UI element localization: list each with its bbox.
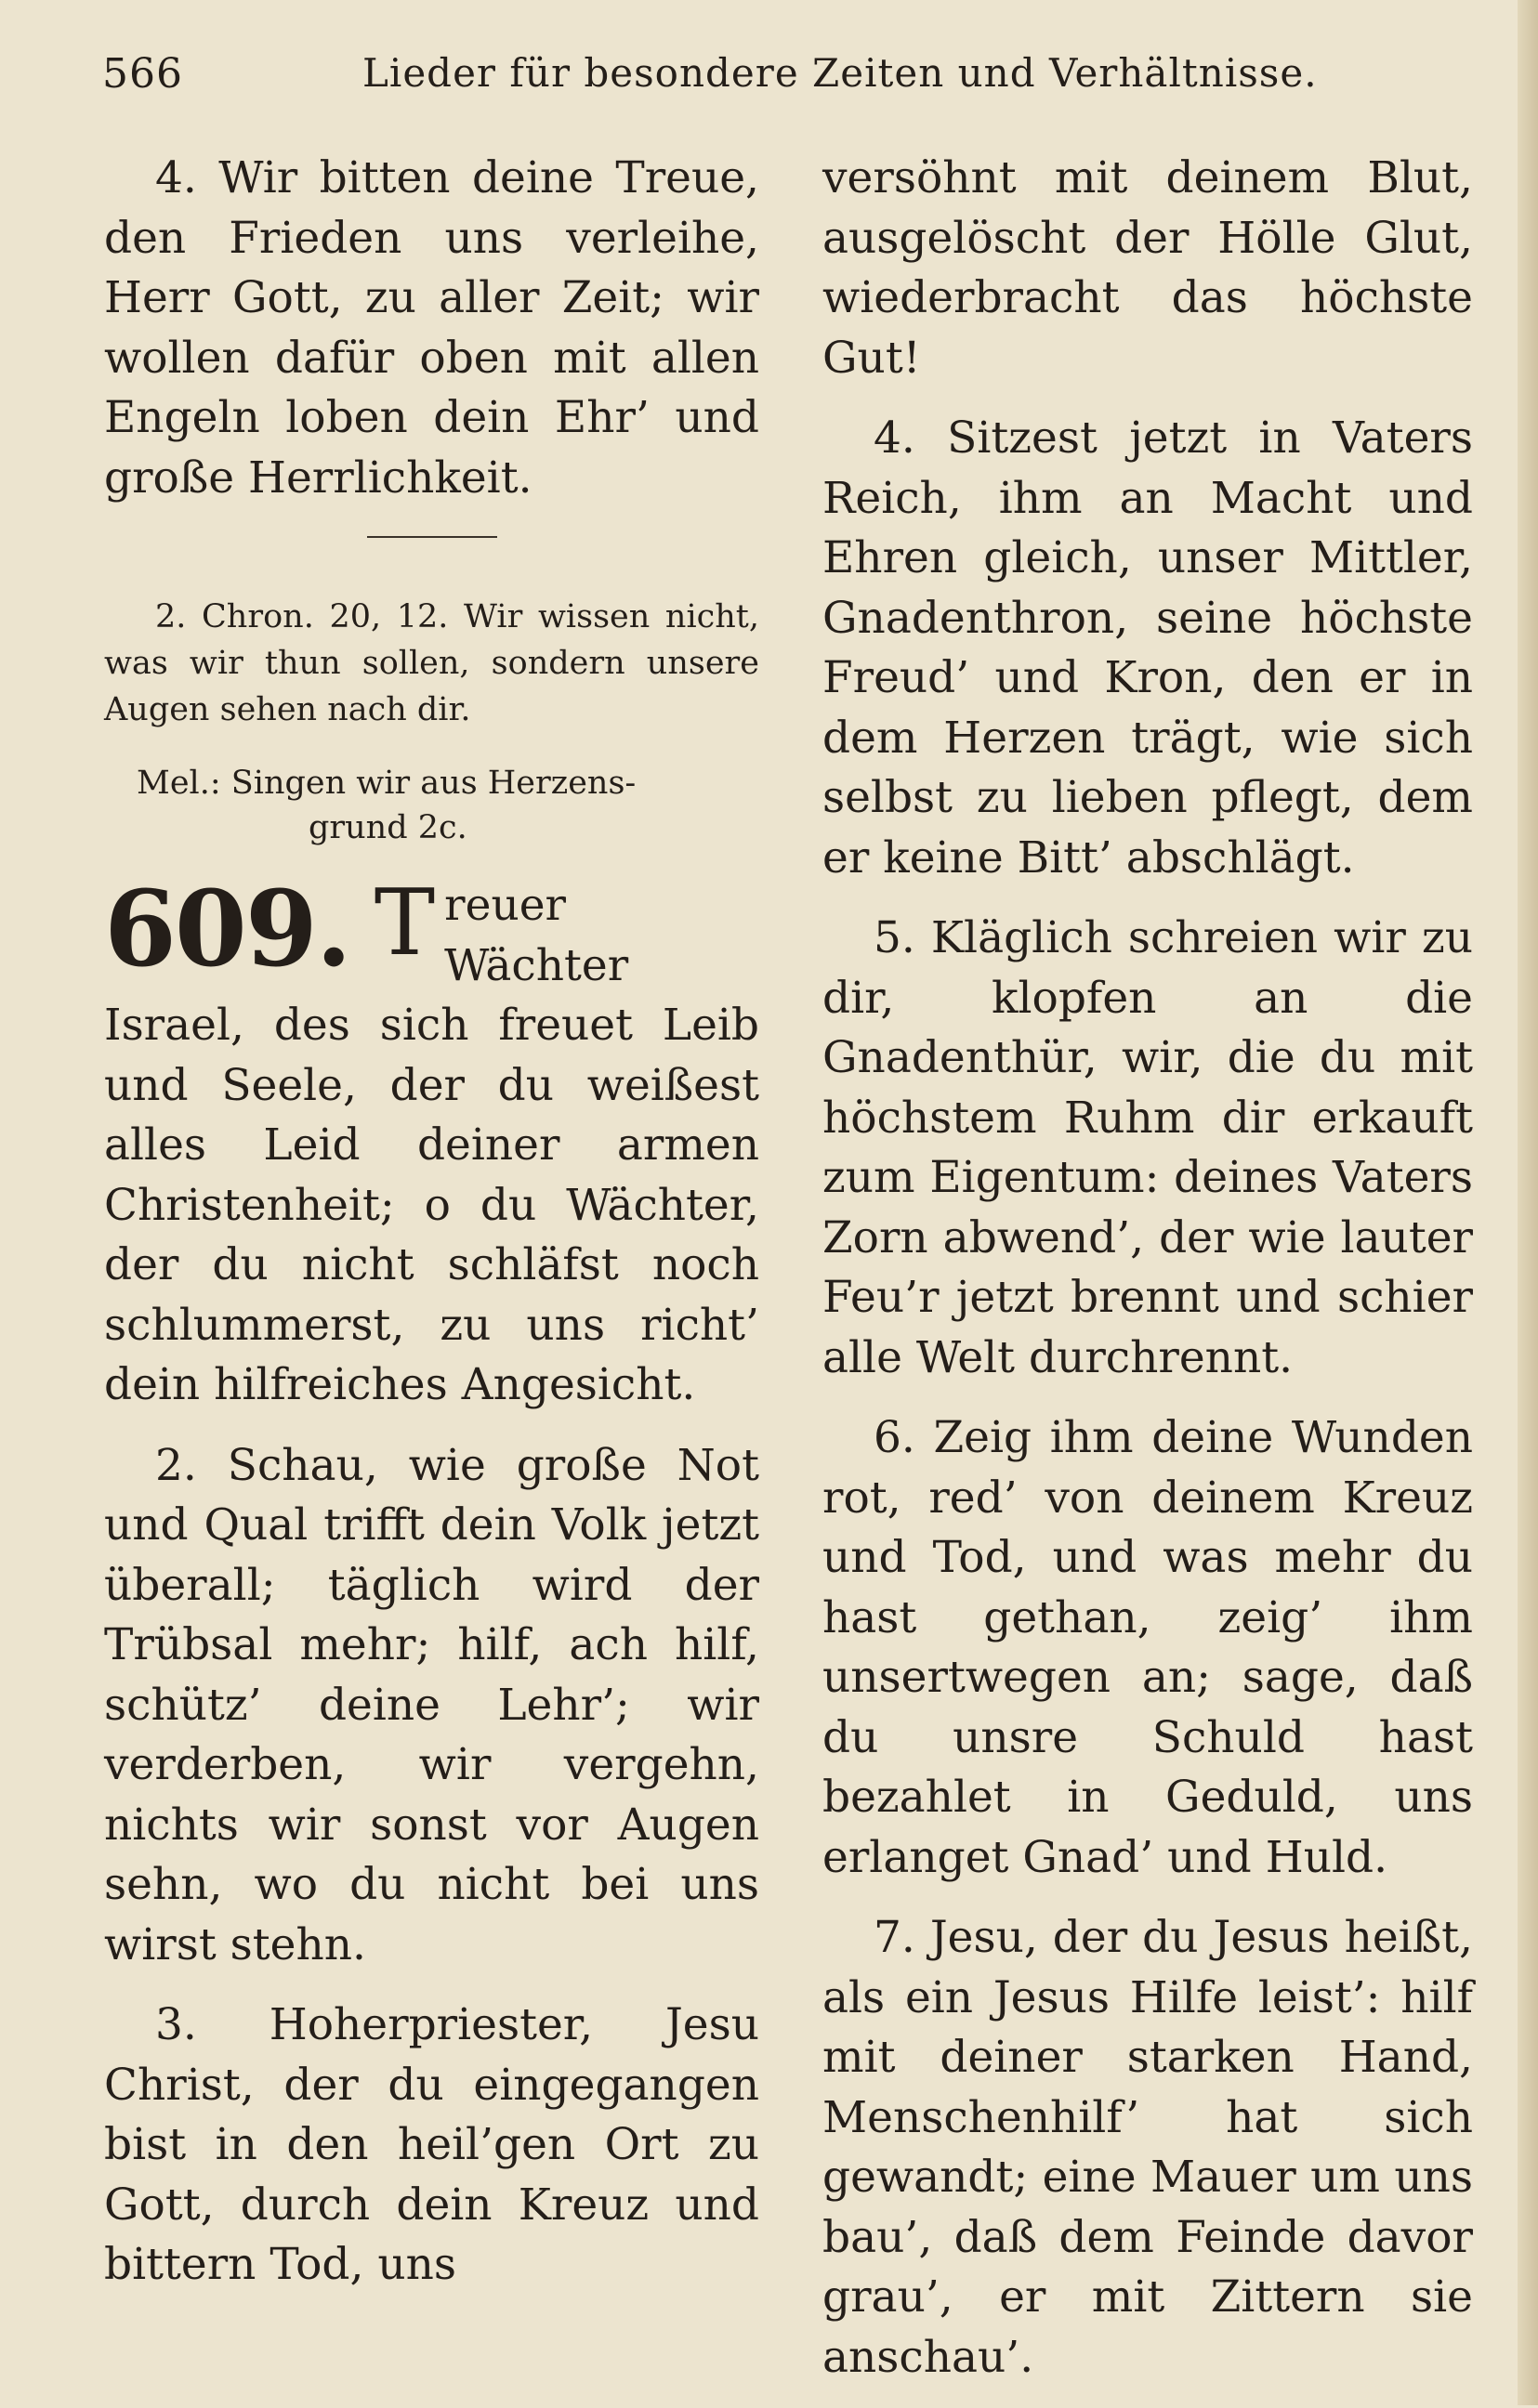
hymn-verse-4: 4. Sitzest jetzt in Vaters Reich, ihm an Macht und Ehren gleich, unser Mittler, Gnadenthron, seine höchste Freud’ und Kron, den er in dem Herzen trägt, wie sich selbst zu lieben pflegt, dem er keine Bitt’ abschlägt. bbox=[822, 412, 1473, 883]
melody-note bbox=[104, 761, 759, 850]
melody-line-1: Mel.: Singen wir aus Herzens- bbox=[137, 765, 637, 802]
hymn-verse-7: 7. Jesu, der du Jesus heißt, als ein Jesus Hilfe leist’: hilf mit deiner starken Hand, Menschenhilf’ hat sich gewandt; eine Mauer um uns bau’, daß dem Feinde davor grau’, er mit Zittern sie anschau’. bbox=[822, 1912, 1473, 2383]
section-divider bbox=[367, 536, 497, 538]
hymn-verse-5: 5. Kläglich schreien wir zu dir, klopfen an die Gnadenthür, wir, die du mit höchstem Ruhm dir erkauft zum Eigentum: deines Vaters Zorn abwend’, der wie lauter Feu’r jetzt brennt und schier alle Welt durchrennt. bbox=[822, 912, 1473, 1383]
hymn-number: 609. bbox=[104, 876, 350, 990]
hymn-609 bbox=[104, 876, 759, 1436]
hymn-verse-6: 6. Zeig ihm deine Wunden rot, red’ von deinem Kreuz und Tod, und was mehr du hast gethan, zeig’ ihm unsertwegen an; sage, daß du unsre Schuld hast bezahlet in Geduld, uns erlanget Gnad’ und Huld. bbox=[822, 1412, 1473, 1883]
verse-4: 4. Wir bitten deine Treue, den Frieden uns verleihe, Herr Gott, zu aller Zeit; wir wollen dafür oben mit allen Engeln loben dein Ehr’ und große Herrlichkeit. bbox=[104, 152, 759, 504]
page-number: 566 bbox=[102, 50, 183, 98]
drop-cap: T bbox=[374, 876, 436, 976]
hymn-verse-3-end: versöhnt mit deinem Blut, ausgelöscht der Hölle Glut, wiederbracht das höchste Gut! bbox=[822, 152, 1473, 384]
right-column bbox=[822, 149, 1473, 2408]
bible-reference: 2. Chron. 20, 12. Wir wissen nicht, was wir thun sollen, sondern unsere Augen sehen nach dir. bbox=[104, 598, 759, 728]
hymn-verse-1: reuer Wächter Israel, des sich freuet Leib und Seele, der du weißest alles Leid deiner armen Christenheit; o du Wächter, der du nicht schläfst noch schlummerst, zu uns richt’ dein hilfreiches Angesicht. bbox=[104, 880, 759, 1410]
running-title: Lieder für besondere Zeiten und Verhältnisse. bbox=[362, 50, 1318, 96]
left-column bbox=[104, 149, 759, 2316]
melody-line-2: grund 2c. bbox=[309, 809, 467, 846]
hymn-verse-3-start: 3. Hoherpriester, Jesu Christ, der du eingegangen bist in den heil’gen Ort zu Gott, durch dein Kreuz und bittern Tod, uns bbox=[104, 1999, 759, 2290]
hymn-verse-2: 2. Schau, wie große Not und Qual trifft dein Volk jetzt überall; täglich wird der Trübsal mehr; hilf, ach hilf, schütz’ deine Lehr’; wir verderben, wir vergehn, nichts wir sonst vor Augen sehn, wo du nicht bei uns wirst stehn. bbox=[104, 1439, 759, 1970]
